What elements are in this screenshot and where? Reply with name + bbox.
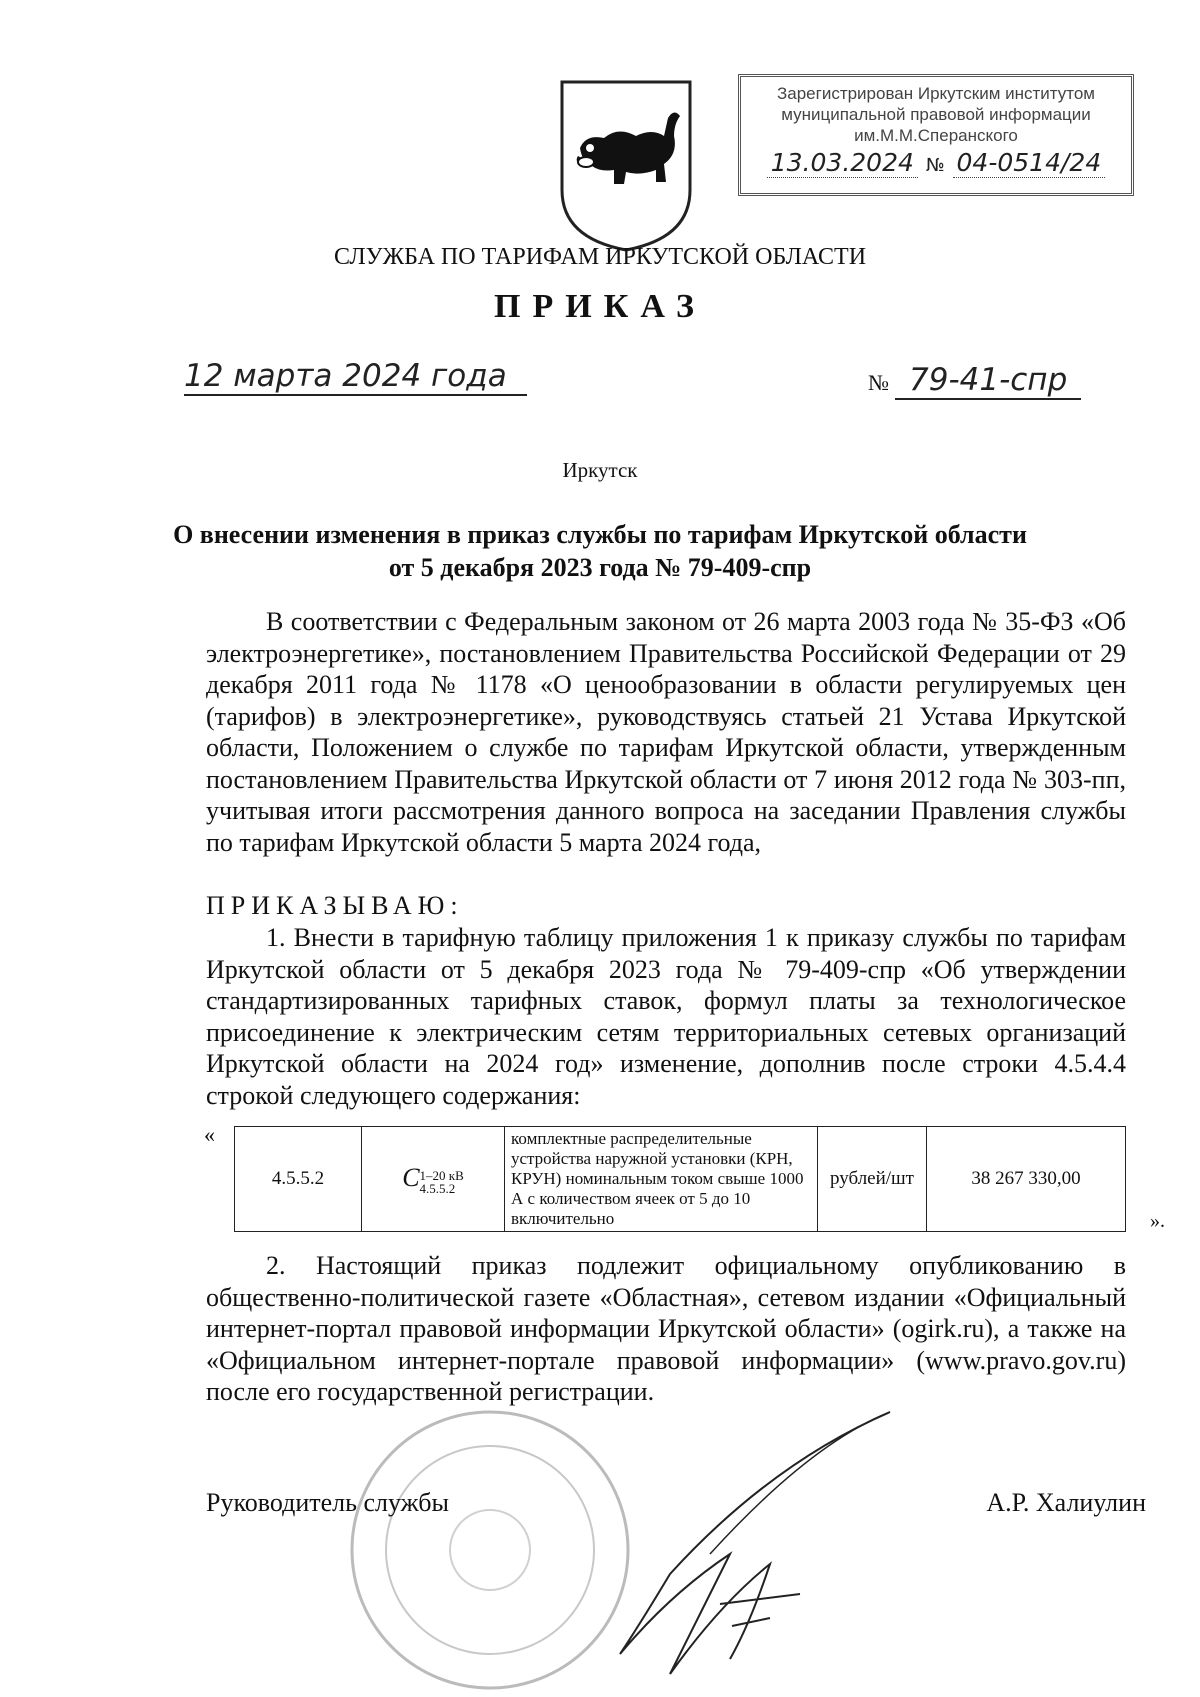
formula-superscript: 1–20 кВ <box>419 1168 464 1184</box>
stamp-line-2: муниципальной правовой информации <box>781 105 1091 124</box>
irkutsk-coat-of-arms-emblem <box>556 78 696 254</box>
stamp-registration-row <box>749 148 1123 177</box>
order-date: 12 марта 2024 года <box>184 358 527 396</box>
stamp-line-3: им.М.М.Сперанского <box>854 126 1018 145</box>
table-row <box>235 1127 1126 1232</box>
table-open-quote: « <box>204 1122 215 1147</box>
row-code: 4.5.5.2 <box>235 1127 362 1232</box>
stamp-date: 13.03.2024 <box>767 148 918 178</box>
handwritten-signature <box>470 1404 950 1694</box>
table-close-quote: ». <box>1150 1210 1165 1232</box>
tariff-table <box>234 1126 1126 1232</box>
row-description: комплектные распределительные устройства наружной установки (КРН, КРУН) номинальным током свыше 1000 А с количеством ячеек от 5 до 10 включительно <box>505 1127 818 1232</box>
title-line-1: О внесении изменения в приказ службы по тарифам Иркутской области <box>173 520 1027 549</box>
agency-name: СЛУЖБА ПО ТАРИФАМ ИРКУТСКОЙ ОБЛАСТИ <box>333 244 867 270</box>
formula-base: C <box>402 1162 420 1192</box>
document-title <box>150 518 1050 584</box>
signer-position: Руководитель службы <box>206 1488 449 1517</box>
signer-name: А.Р. Халиулин <box>986 1488 1146 1517</box>
order-number: 79-41-спр <box>895 362 1081 400</box>
title-line-2: от 5 декабря 2023 года № 79-409-спр <box>388 553 812 582</box>
row-formula <box>362 1127 505 1232</box>
city: Иркутск <box>562 458 638 482</box>
row-unit: рублей/шт <box>818 1127 927 1232</box>
formula-subscript: 4.5.5.2 <box>419 1181 456 1197</box>
stamp-line-1: Зарегистрирован Иркутским институтом <box>776 84 1095 103</box>
registration-stamp <box>738 74 1134 196</box>
order-number-prefix: № <box>868 370 889 395</box>
preamble-paragraph: В соответствии с Федеральным законом от 26 марта 2003 года № 35-ФЗ «Об электроэнергетике», постановлением Правительства Российской Федерации от 29 декабря 2011 года № 1178 «О ценообразовании в области регулируемых цен (тарифов) в электроэнергетике», руководствуясь статьей 21 Устава Иркутской области, Положением о службе по тарифам Иркутской области, утвержденным постановлением Правительства Иркутской области от 7 июня 2012 года № 303-пп, учитывая итоги рассмотрения данного вопроса на заседании Правления службы по тарифам Иркутской области 5 марта 2024 года, <box>206 607 1126 857</box>
order-word: ПРИКАЗЫВАЮ: <box>206 891 464 920</box>
row-value: 38 267 330,00 <box>927 1127 1126 1232</box>
order-item-1: 1. Внести в тарифную таблицу приложения 1 к приказу службы по тарифам Иркутской области от 5 декабря 2023 года № 79-409-спр «Об утверждении стандартизированных тарифных ставок, формул платы за технологическое присоединение к электрическим сетям территориальных сетевых организаций Иркутской области на 2024 год» изменение, дополнив после строки 4.5.4.4 строкой следующего содержания: <box>206 923 1126 1110</box>
order-item-2: 2. Настоящий приказ подлежит официальному опубликованию в общественно-политической газете «Областная», сетевом издании «Официальный интернет-портал правовой информации Иркутской области» (ogirk.ru), а также на «Официальном интернет-портале правовой информации» (www.pravo.gov.ru) после его государственной регистрации. <box>206 1251 1126 1406</box>
stamp-number-prefix: № <box>925 155 945 176</box>
stamp-number: 04-0514/24 <box>953 148 1106 178</box>
order-number-field <box>868 362 1081 398</box>
document-type: ПРИКАЗ <box>494 288 706 325</box>
